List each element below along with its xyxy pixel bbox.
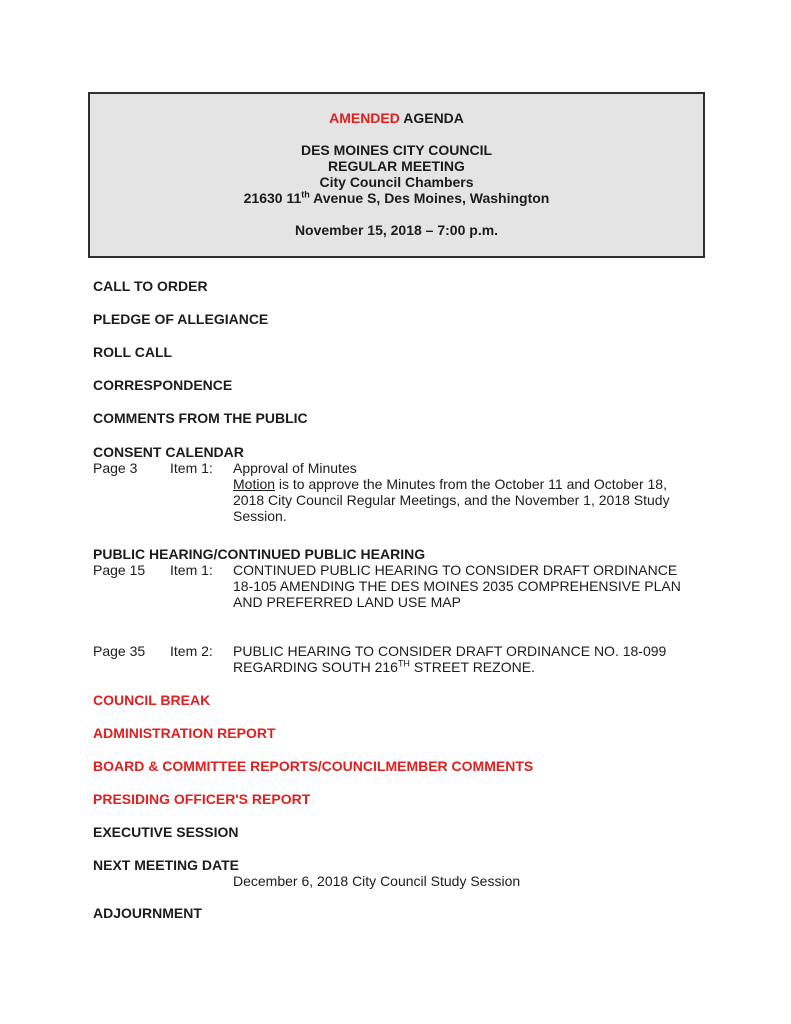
agenda-label: AGENDA [399, 110, 464, 126]
public-hearing-item1-row [93, 562, 696, 610]
heading-adjournment: ADJOURNMENT [93, 905, 202, 921]
heading-pledge-of-allegiance: PLEDGE OF ALLEGIANCE [93, 311, 269, 327]
heading-board-committee-reports: BOARD & COMMITTEE REPORTS/COUNCILMEMBER COMMENTS [93, 758, 534, 774]
street-ordinal-superscript: TH [397, 658, 410, 669]
agenda-body [93, 278, 696, 921]
consent-item-row [93, 460, 696, 524]
heading-consent-calendar: CONSENT CALENDAR [93, 444, 244, 460]
heading-council-break: COUNCIL BREAK [93, 692, 211, 708]
page-ref: Page 15 [93, 562, 146, 578]
motion-word: Motion [233, 476, 276, 492]
public-hearing-item2-row [93, 643, 696, 675]
page-ref: Page 3 [93, 460, 138, 476]
heading-presiding-officers-report: PRESIDING OFFICER'S REPORT [93, 791, 311, 807]
item-number: Item 2: [170, 643, 213, 659]
item-description: PUBLIC HEARING TO CONSIDER DRAFT ORDINANCE NO. 18-099 REGARDING SOUTH 216TH STREET REZONE. [233, 643, 667, 675]
heading-correspondence: CORRESPONDENCE [93, 377, 233, 393]
heading-call-to-order: CALL TO ORDER [93, 278, 208, 294]
meeting-datetime: November 15, 2018 – 7:00 p.m. [294, 222, 499, 238]
org-name: DES MOINES CITY COUNCIL [300, 142, 493, 158]
item-title: Approval of Minutes [233, 460, 357, 476]
heading-administration-report: ADMINISTRATION REPORT [93, 725, 276, 741]
agenda-title [90, 110, 703, 126]
heading-comments-from-public: COMMENTS FROM THE PUBLIC [93, 410, 308, 426]
address-ordinal-superscript: th [301, 189, 310, 200]
item-number: Item 1: [170, 562, 213, 578]
amended-label: AMENDED [329, 110, 400, 126]
item-motion: Motion is to approve the Minutes from the October 11 and October 18, 2018 City Council Regular Meetings, and the November 1, 2018 Study Session. [233, 476, 670, 524]
page-ref: Page 35 [93, 643, 146, 659]
item-description: CONTINUED PUBLIC HEARING TO CONSIDER DRAFT ORDINANCE 18-105 AMENDING THE DES MOINES 2035 COMPREHENSIVE PLAN AND PREFERRED LAND USE MAP [233, 562, 681, 610]
agenda-header-box [88, 92, 705, 258]
next-meeting-detail: December 6, 2018 City Council Study Session [233, 873, 521, 889]
heading-public-hearing: PUBLIC HEARING/CONTINUED PUBLIC HEARING [93, 546, 426, 562]
meeting-address: 21630 11th Avenue S, Des Moines, Washington [243, 189, 550, 206]
meeting-type: REGULAR MEETING [328, 158, 465, 174]
item-number: Item 1: [170, 460, 213, 476]
meeting-location: City Council Chambers [319, 174, 474, 190]
heading-executive-session: EXECUTIVE SESSION [93, 824, 239, 840]
heading-roll-call: ROLL CALL [93, 344, 173, 360]
item-description [233, 460, 696, 524]
heading-next-meeting-date: NEXT MEETING DATE [93, 857, 239, 873]
